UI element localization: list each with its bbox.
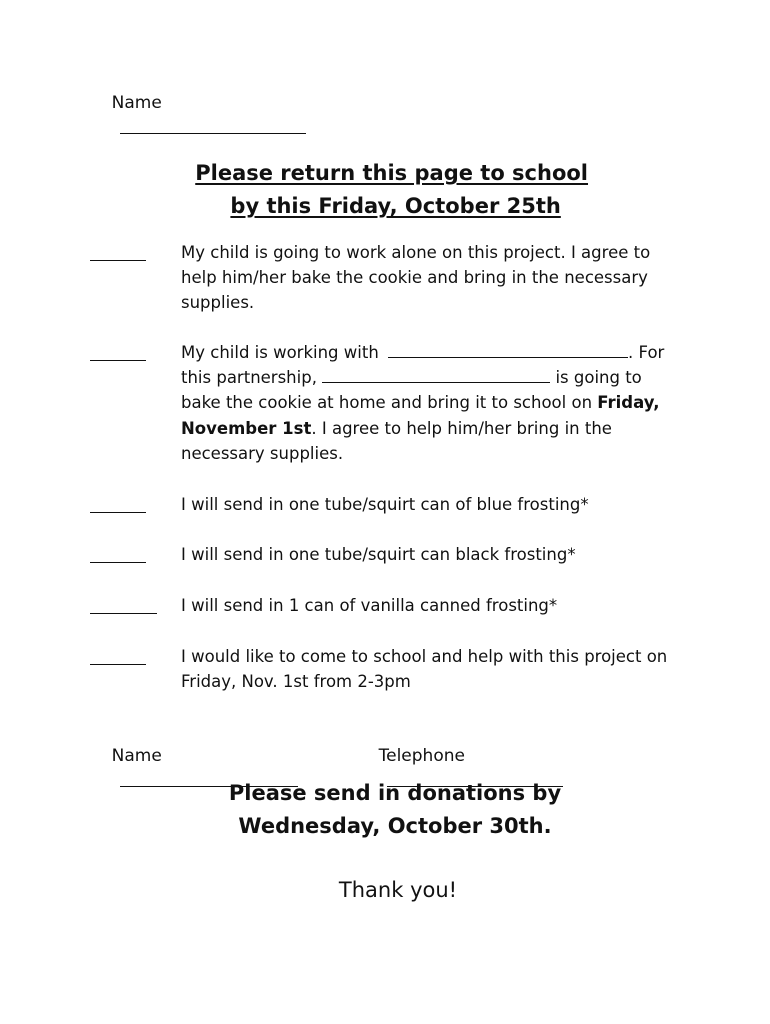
donation-deadline-line-1: Please send in donations by (228, 781, 562, 805)
item-blue-frosting: I will send in one tube/squirt can of blue frosting* (181, 495, 589, 514)
item-work-alone: My child is going to work alone on this project. I agree to help him/her bake the cookie and bring in the necessary supplies. (181, 243, 651, 313)
checkbox-line-blue-frosting[interactable] (90, 494, 146, 513)
partner-name-input-line[interactable] (388, 340, 628, 358)
item-partnership: My child is working with . For this partnership, is going to bake the cookie at home and bring it to school on Friday, November 1st. I agree to help him/her bring in the necessary supplies. (181, 340, 681, 466)
form-title-line-1: Please return this page to school (195, 161, 589, 185)
checkbox-line-black-frosting[interactable] (90, 544, 146, 563)
checkbox-line-volunteer[interactable] (90, 646, 146, 665)
bake-date: Friday, November 1st (181, 393, 660, 438)
telephone-label: Telephone (378, 746, 465, 766)
thank-you-text: Thank you! (338, 878, 458, 902)
checkbox-line-work-alone[interactable] (90, 242, 146, 261)
item-vanilla-frosting: I will send in 1 can of vanilla canned frosting* (181, 596, 558, 615)
top-name-label: Name (111, 93, 162, 113)
item-black-frosting: I will send in one tube/squirt can black frosting* (181, 545, 576, 564)
checkbox-line-vanilla-frosting[interactable] (90, 595, 157, 614)
baker-name-input-line[interactable] (322, 365, 550, 383)
form-title-line-2: by this Friday, October 25th (230, 194, 561, 218)
checkbox-line-partnership[interactable] (90, 342, 146, 361)
donation-deadline-line-2: Wednesday, October 30th. (238, 814, 552, 838)
bottom-name-label: Name (111, 746, 162, 766)
item-volunteer: I would like to come to school and help with this project on Friday, Nov. 1st from 2-3pm (181, 647, 668, 692)
